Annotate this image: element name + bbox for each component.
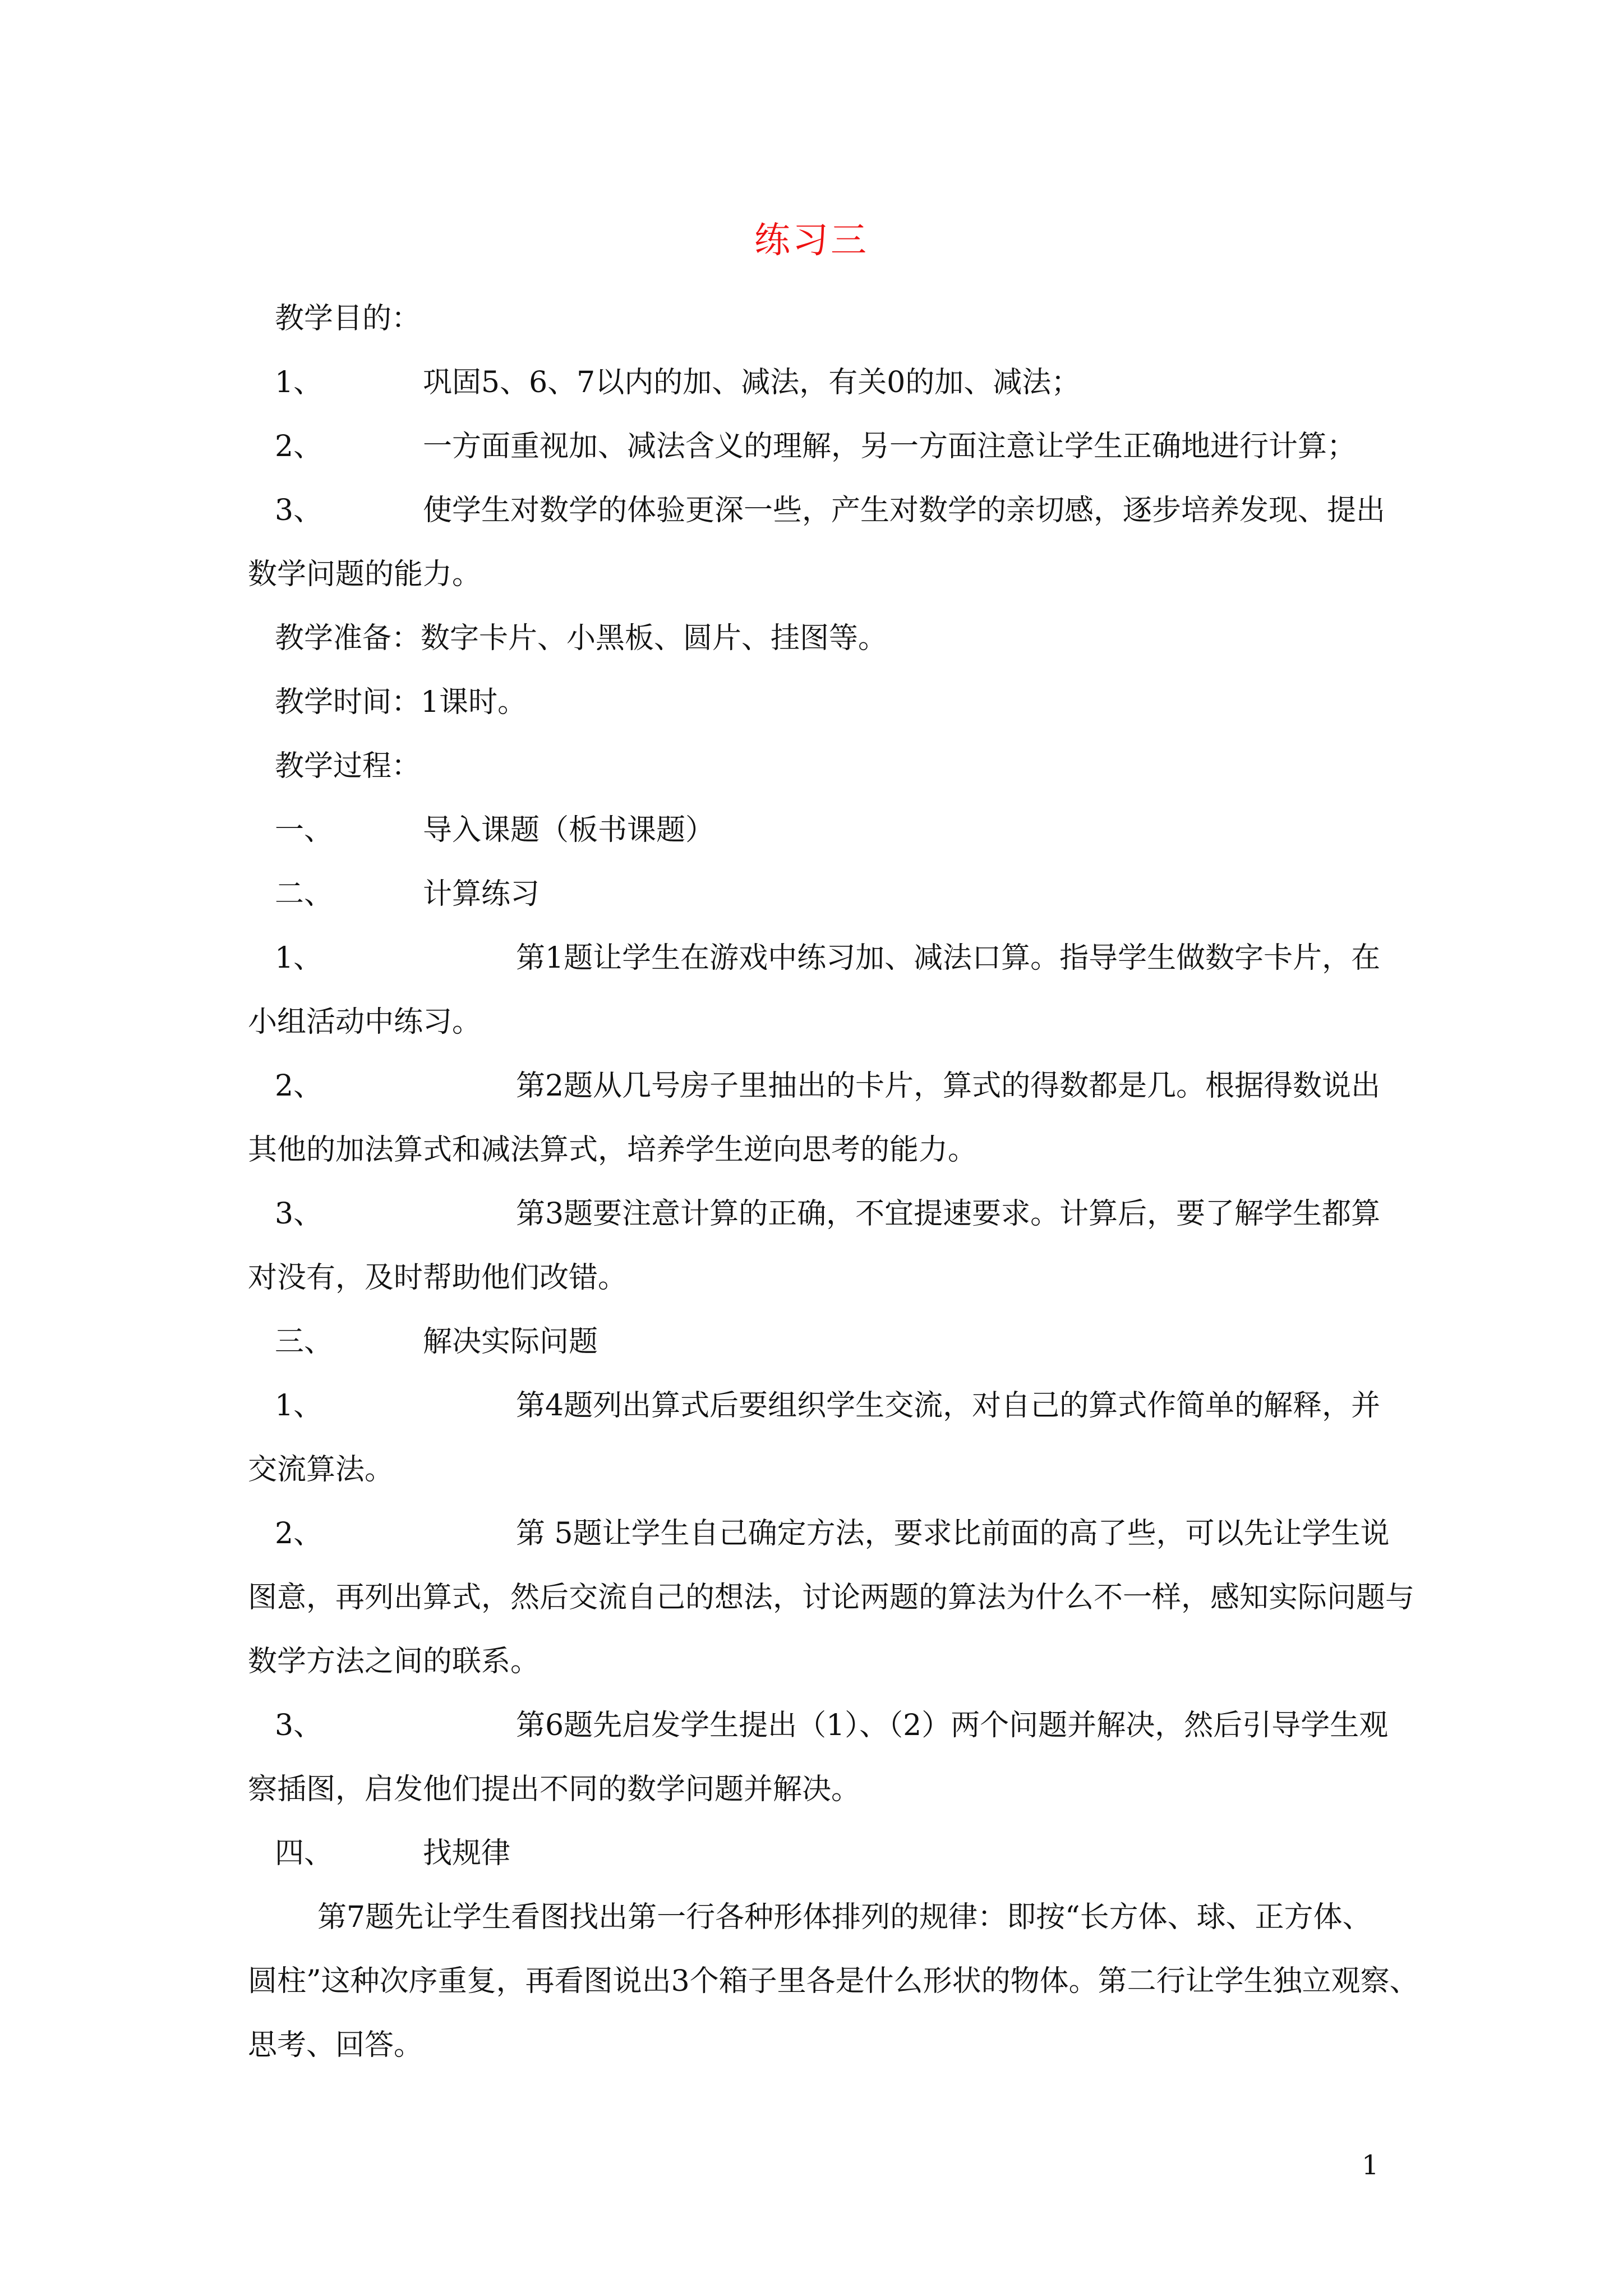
section-3-item-2-number: 2、 bbox=[275, 1517, 323, 1550]
section-2-item-3-number: 3、 bbox=[275, 1197, 323, 1231]
section-4-number: 四、 bbox=[275, 1837, 334, 1870]
section-3-number: 三、 bbox=[275, 1325, 334, 1359]
section-2-item-1-number: 1、 bbox=[275, 941, 323, 975]
objective-2-text: 一方面重视加、减法含义的理解，另一方面注意让学生正确地进行计算； bbox=[423, 430, 1357, 463]
section-3-item-1-number: 1、 bbox=[275, 1389, 323, 1423]
section-4-paragraph-line-1: 第7题先让学生看图找出第一行各种形体排列的规律：即按“长方体、球、正方体、 bbox=[317, 1901, 1372, 1934]
section-2-item-2-text: 第2题从几号房子里抽出的卡片，算式的得数都是几。根据得数说出 bbox=[516, 1069, 1381, 1103]
teaching-time: 教学时间：1课时。 bbox=[275, 685, 527, 719]
objective-3-text: 使学生对数学的体验更深一些，产生对数学的亲切感，逐步培养发现、提出 bbox=[423, 494, 1386, 527]
section-2-item-3-continuation: 对没有，及时帮助他们改错。 bbox=[248, 1261, 628, 1295]
section-4-paragraph-line-3: 思考、回答。 bbox=[248, 2028, 423, 2062]
section-3-item-2-continuation-2: 数学方法之间的联系。 bbox=[248, 1645, 540, 1678]
section-1-title: 导入课题（板书课题） bbox=[423, 813, 715, 847]
section-1-number: 一、 bbox=[275, 813, 334, 847]
objective-3-continuation: 数学问题的能力。 bbox=[248, 558, 482, 591]
section-3-item-2-continuation: 图意，再列出算式，然后交流自己的想法，讨论两题的算法为什么不一样，感知实际问题与 bbox=[248, 1581, 1415, 1614]
section-3-item-1-text: 第4题列出算式后要组织学生交流，对自己的算式作简单的解释，并 bbox=[516, 1389, 1381, 1423]
section-2-item-1-continuation: 小组活动中练习。 bbox=[248, 1005, 482, 1039]
section-2-number: 二、 bbox=[275, 877, 334, 911]
objective-3-number: 3、 bbox=[275, 494, 323, 527]
section-2-title: 计算练习 bbox=[423, 877, 540, 911]
section-3-item-2-text: 第 5题让学生自己确定方法，要求比前面的高了些，可以先让学生说 bbox=[516, 1517, 1390, 1550]
section-4-paragraph-line-2: 圆柱”这种次序重复，再看图说出3个箱子里各是什么形状的物体。第二行让学生独立观察、 bbox=[248, 1964, 1419, 1998]
objective-2-number: 2、 bbox=[275, 430, 323, 463]
section-2-item-2-number: 2、 bbox=[275, 1069, 323, 1103]
section-3-item-1-continuation: 交流算法。 bbox=[248, 1453, 394, 1487]
section-2-item-3-text: 第3题要注意计算的正确，不宜提速要求。计算后，要了解学生都算 bbox=[516, 1197, 1381, 1231]
section-3-title: 解决实际问题 bbox=[423, 1325, 598, 1359]
page-title: 练习三 bbox=[754, 220, 869, 261]
page-number: 1 bbox=[1362, 2150, 1379, 2181]
section-3-item-3-text: 第6题先启发学生提出（1）、（2）两个问题并解决，然后引导学生观 bbox=[516, 1709, 1389, 1742]
section-2-item-1-text: 第1题让学生在游戏中练习加、减法口算。指导学生做数字卡片，在 bbox=[516, 941, 1381, 975]
objectives-heading: 教学目的： bbox=[275, 302, 421, 335]
section-2-item-2-continuation: 其他的加法算式和减法算式，培养学生逆向思考的能力。 bbox=[248, 1133, 978, 1167]
section-4-title: 找规律 bbox=[423, 1837, 511, 1870]
objective-1-text: 巩固5、6、7以内的加、减法，有关0的加、减法； bbox=[423, 366, 1081, 399]
process-heading: 教学过程： bbox=[275, 749, 421, 783]
section-3-item-3-number: 3、 bbox=[275, 1709, 323, 1742]
teaching-preparation: 教学准备：数字卡片、小黑板、圆片、挂图等。 bbox=[275, 622, 888, 655]
section-3-item-3-continuation: 察插图，启发他们提出不同的数学问题并解决。 bbox=[248, 1773, 861, 1806]
objective-1-number: 1、 bbox=[275, 366, 323, 399]
